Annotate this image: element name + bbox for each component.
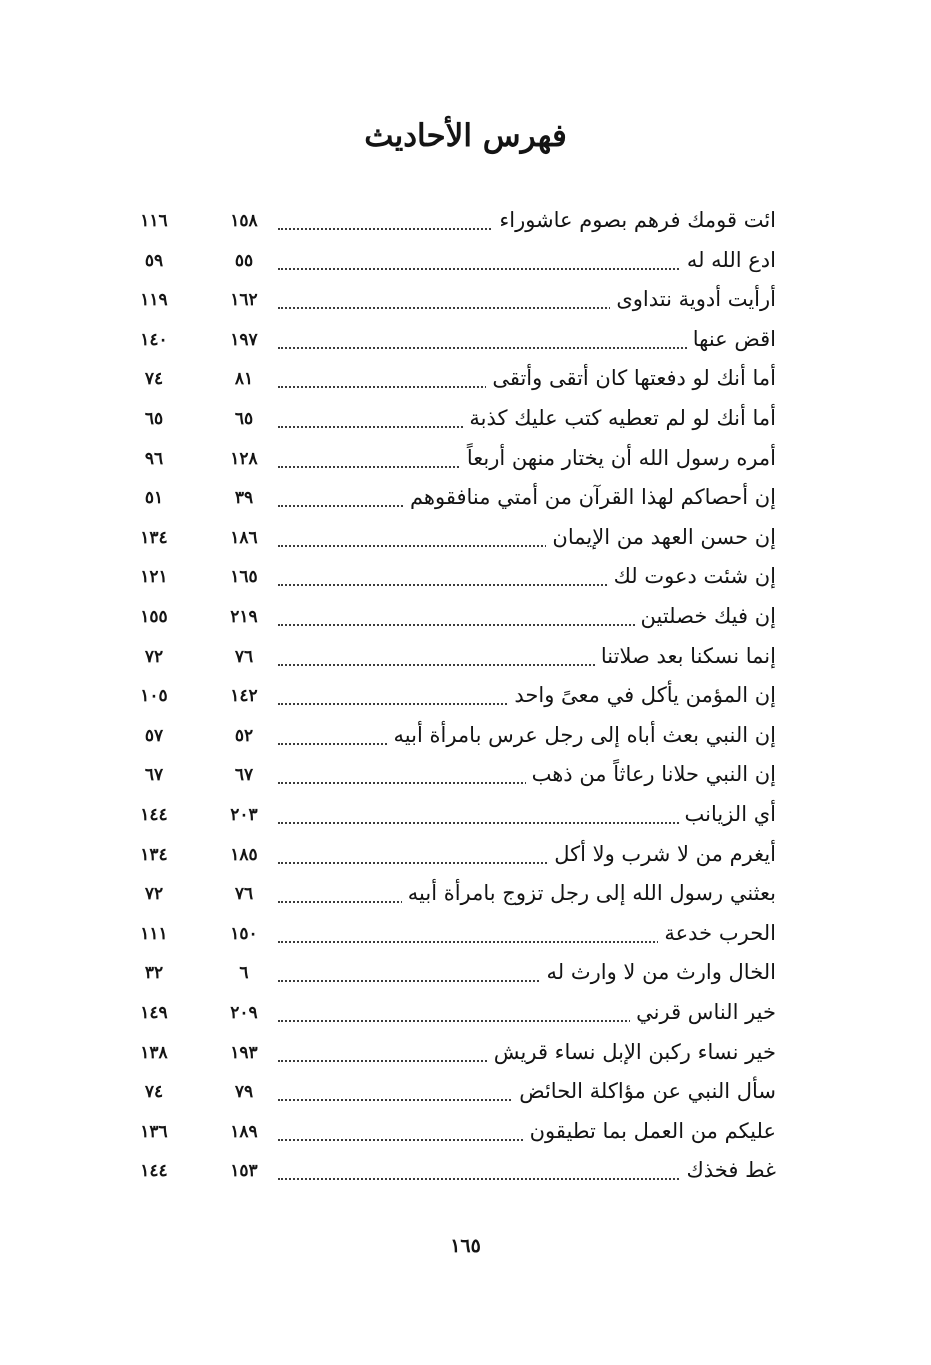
- index-entry: [0, 281, 931, 321]
- page-reference: ٧٤: [144, 1082, 164, 1103]
- page-reference: ٧٢: [144, 884, 164, 905]
- reference-number: ١٦٥: [230, 567, 258, 588]
- index-entry: [0, 717, 931, 757]
- hadith-text: إن المؤمن يأكل في معىً واحد: [508, 683, 776, 707]
- reference-number: ٢١٩: [230, 607, 258, 627]
- index-entry: [0, 756, 931, 796]
- hadith-text: غط فخذك: [680, 1158, 776, 1182]
- reference-number: ٧٦: [234, 646, 254, 667]
- reference-number: ١٨٩: [230, 1121, 258, 1142]
- index-entry: [0, 994, 931, 1034]
- index-entry: [0, 1113, 931, 1153]
- reference-number: ٥٥: [234, 250, 254, 271]
- index-entry: [0, 1152, 931, 1192]
- page-reference: ١٤٩: [140, 1003, 168, 1023]
- hadith-text: أما أنك لو دفعتها كان أتقى وأتقى: [486, 366, 776, 390]
- page-reference: ١٢١: [140, 567, 168, 588]
- page-reference: ١٤٤: [140, 805, 168, 825]
- reference-number: ١٦٢: [230, 290, 258, 311]
- page-reference: ٥١: [144, 488, 164, 509]
- page-reference: ١٤٠: [140, 329, 168, 350]
- reference-number: ٦٥: [234, 409, 254, 429]
- hadith-text: إن أحصاكم لهذا القرآن من أمتي منافقوهم: [404, 485, 776, 509]
- reference-number: ١٨٥: [230, 844, 258, 865]
- page-reference: ١١١: [140, 923, 168, 944]
- reference-number: ٧٩: [234, 1082, 254, 1103]
- hadith-text: خير نساء ركبن الإبل نساء قريش: [488, 1040, 776, 1064]
- hadith-text: سأل النبي عن مؤاكلة الحائض: [513, 1079, 776, 1103]
- hadith-text: إن فيك خصلتين: [635, 604, 777, 628]
- index-entry: [0, 519, 931, 559]
- page-reference: ٥٧: [144, 725, 164, 746]
- index-entry: [0, 875, 931, 915]
- index-entry: [0, 836, 931, 876]
- page-reference: ١٣٨: [140, 1042, 168, 1063]
- page-reference: ١٣٦: [140, 1121, 168, 1142]
- page-reference: ١٠٥: [140, 686, 168, 707]
- hadith-text: أمره رسول الله أن يختار منهن أربعاً: [461, 446, 776, 470]
- index-entry: [0, 202, 931, 242]
- hadith-text: أرأيت أدوية نتداوى: [610, 287, 776, 311]
- page-reference: ١٣٤: [140, 527, 168, 548]
- hadith-text: إن النبي بعث أباه إلى رجل عرس بامرأة أبيه: [388, 723, 776, 747]
- index-entry: [0, 598, 931, 638]
- reference-number: ٦٧: [234, 765, 254, 786]
- hadith-text: أما أنك لو لم تعطيه كتب عليك كذبة: [463, 406, 776, 430]
- hadith-text: ادع الله له: [681, 248, 776, 272]
- page-reference: ٩٦: [144, 448, 164, 469]
- index-entry: [0, 915, 931, 955]
- reference-number: ٣٩: [234, 488, 254, 509]
- reference-number: ١٥٣: [230, 1161, 258, 1182]
- hadith-text: الخال وارث من لا وارث له: [541, 960, 776, 984]
- hadith-text: أيغرم من لا شرب ولا أكل: [548, 842, 776, 866]
- reference-number: ١٢٨: [230, 448, 258, 469]
- hadith-text: إن شئت دعوت لك: [608, 564, 776, 588]
- index-entry: [0, 400, 931, 440]
- hadith-text: خير الناس قرني: [630, 1000, 776, 1024]
- reference-number: ٧٦: [234, 884, 254, 905]
- page-reference: ١٥٥: [140, 607, 168, 627]
- index-entry: [0, 1073, 931, 1113]
- reference-number: ٥٢: [234, 725, 254, 746]
- reference-number: ١٤٢: [230, 686, 258, 707]
- hadith-text: اقض عنها: [687, 327, 776, 351]
- index-entry: [0, 954, 931, 994]
- page-reference: ٧٢: [144, 646, 164, 667]
- index-entry: [0, 796, 931, 836]
- page-number: ١٦٥: [450, 1235, 481, 1257]
- hadith-text: إنما نسكنا بعد صلاتنا: [595, 644, 776, 668]
- hadith-text: أي الزيانب: [679, 802, 776, 826]
- page-title: فهرس الأحاديث: [364, 118, 567, 154]
- hadith-text: عليكم من العمل بما تطيقون: [524, 1119, 776, 1143]
- reference-number: ١٥٨: [230, 211, 258, 231]
- page-reference: ٦٧: [144, 765, 164, 786]
- index-entry: [0, 677, 931, 717]
- reference-number: ١٥٠: [230, 923, 258, 944]
- index-entry: [0, 638, 931, 678]
- index-entry: [0, 479, 931, 519]
- index-entry: [0, 321, 931, 361]
- index-entry: [0, 1034, 931, 1074]
- page-reference: ١١٦: [140, 211, 168, 231]
- page-reference: ٧٤: [144, 369, 164, 390]
- index-entry: [0, 440, 931, 480]
- page-reference: ١٤٤: [140, 1161, 168, 1182]
- reference-number: ٢٠٣: [230, 805, 258, 825]
- hadith-text: إن النبي حلانا رعاثاً من ذهب: [526, 762, 776, 786]
- reference-number: ٢٠٩: [230, 1003, 258, 1023]
- page-reference: ١١٩: [140, 290, 168, 311]
- hadith-text: إن حسن العهد من الإيمان: [546, 525, 776, 549]
- hadith-text: ائت قومك فرهم بصوم عاشوراء: [493, 208, 776, 232]
- reference-number: ٨١: [234, 369, 254, 390]
- reference-number: ١٨٦: [230, 527, 258, 548]
- page-reference: ٣٢: [144, 963, 164, 984]
- reference-number: ٦: [239, 963, 249, 984]
- reference-number: ١٩٣: [230, 1042, 258, 1063]
- hadith-text: بعثني رسول الله إلى رجل تزوج بامرأة أبيه: [402, 881, 776, 905]
- hadith-text: الحرب خدعة: [658, 921, 776, 945]
- page-reference: ١٣٤: [140, 844, 168, 865]
- reference-number: ١٩٧: [230, 329, 258, 350]
- page-reference: ٥٩: [144, 250, 164, 271]
- page-reference: ٦٥: [144, 409, 164, 429]
- index-entry: [0, 360, 931, 400]
- index-entry: [0, 242, 931, 282]
- index-entry: [0, 558, 931, 598]
